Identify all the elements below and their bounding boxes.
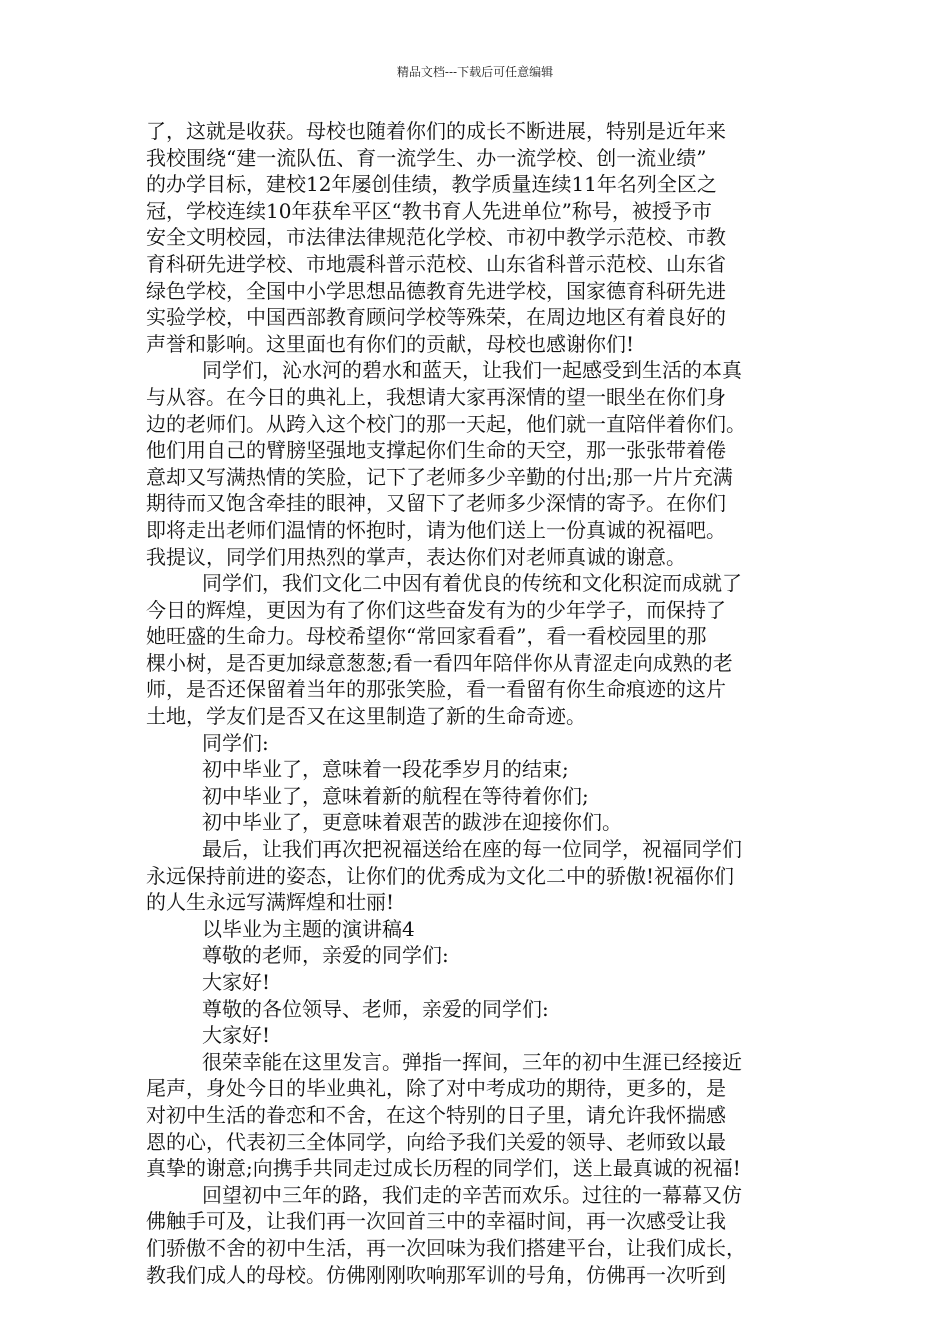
text-line: 大家好!	[202, 970, 271, 994]
text-line: 同学们:	[202, 730, 269, 755]
text-line: 同学们，沁水河的碧水和蓝天，让我们一起感受到生活的本真	[202, 358, 742, 383]
text-line: 他们用自己的臂膀坚强地支撑起你们生命的天空，那一张张带着倦	[146, 438, 726, 463]
text-line: 回望初中三年的路，我们走的辛苦而欢乐。过往的一幕幕又仿	[202, 1182, 742, 1207]
text-line: 教我们成人的母校。仿佛刚刚吹响那军训的号角，仿佛再一次听到	[146, 1262, 726, 1287]
text-line: 们骄傲不舍的初中生活，再一次回味为我们搭建平台，让我们成长，	[146, 1235, 746, 1260]
text-line: 育科研先进学校、市地震科普示范校、山东省科普示范校、山东省	[146, 251, 726, 276]
text-line: 初中毕业了，意味着一段花季岁月的结束;	[202, 757, 569, 782]
text-line: 最后，让我们再次把祝福送给在座的每一位同学，祝福同学们	[202, 837, 742, 862]
document-body	[146, 118, 806, 1288]
text-line: 棵小树，是否更加绿意葱葱;看一看四年陪伴你从青涩走向成熟的老	[146, 650, 733, 675]
text-line: 土地，学友们是否又在这里制造了新的生命奇迹。	[146, 704, 586, 729]
text-line: 很荣幸能在这里发言。弹指一挥间，三年的初中生涯已经接近	[202, 1049, 742, 1074]
text-line: 的办学目标，建校12年屡创佳绩，教学质量连续11年名列全区之	[146, 172, 717, 197]
text-line: 对初中生活的眷恋和不舍，在这个特别的日子里，请允许我怀揣感	[146, 1102, 726, 1127]
text-line: 安全文明校园，市法律法律规范化学校、市初中教学示范校、市教	[146, 225, 726, 250]
page-header: 精品文档---下载后可任意编辑	[396, 65, 554, 79]
text-line: 我校围绕“建一流队伍、育一流学生、办一流学校、创一流业绩”	[146, 145, 707, 170]
text-line: 尾声，身处今日的毕业典礼，除了对中考成功的期待，更多的，是	[146, 1076, 726, 1101]
text-line: 初中毕业了，意味着新的航程在等待着你们;	[202, 783, 589, 808]
text-line: 期待而又饱含牵挂的眼神，又留下了老师多少深情的寄予。在你们	[146, 491, 726, 516]
text-line: 我提议，同学们用热烈的掌声，表达你们对老师真诚的谢意。	[146, 544, 686, 569]
text-line: 她旺盛的生命力。母校希望你“常回家看看”，看一看校园里的那	[146, 624, 707, 649]
text-line: 今日的辉煌，更因为有了你们这些奋发有为的少年学子，而保持了	[146, 597, 726, 622]
text-line: 即将走出老师们温情的怀抱时，请为他们送上一份真诚的祝福吧。	[146, 517, 726, 542]
text-line: 尊敬的老师，亲爱的同学们:	[202, 943, 449, 968]
text-line: 冠，学校连续10年获牟平区“教书育人先进单位”称号，被授予市	[146, 198, 712, 223]
text-line: 实验学校，中国西部教育顾问学校等殊荣，在周边地区有着良好的	[146, 305, 726, 330]
text-line: 大家好!	[202, 1023, 271, 1048]
text-line: 永远保持前进的姿态，让你们的优秀成为文化二中的骄傲!祝福你们	[146, 863, 735, 888]
text-line: 师，是否还保留着当年的那张笑脸，看一看留有你生命痕迹的这片	[146, 677, 726, 702]
text-line: 的人生永远写满辉煌和壮丽!	[146, 890, 395, 915]
text-line: 与从容。在今日的典礼上，我想请大家再深情的望一眼坐在你们身	[146, 384, 726, 409]
text-line: 恩的心，代表初三全体同学，向给予我们关爱的领导、老师致以最	[146, 1129, 726, 1154]
text-line: 绿色学校，全国中小学思想品德教育先进学校，国家德育科研先进	[146, 278, 726, 303]
text-line: 真挚的谢意;向携手共同走过成长历程的同学们，送上最真诚的祝福!	[146, 1156, 741, 1181]
text-line: 意却又写满热情的笑脸，记下了老师多少辛勤的付出;那一片片充满	[146, 464, 733, 489]
text-line: 同学们，我们文化二中因有着优良的传统和文化积淀而成就了	[202, 571, 742, 596]
text-line: 初中毕业了，更意味着艰苦的跋涉在迎接你们。	[202, 810, 622, 835]
text-line: 尊敬的各位领导、老师，亲爱的同学们:	[202, 996, 549, 1021]
text-line: 边的老师们。从跨入这个校门的那一天起，他们就一直陪伴着你们。	[146, 411, 746, 436]
text-line: 佛触手可及，让我们再一次回首三中的幸福时间，再一次感受让我	[146, 1209, 726, 1234]
text-line: 了，这就是收获。母校也随着你们的成长不断进展，特别是近年来	[146, 119, 726, 143]
text-line: 以毕业为主题的演讲稿4	[202, 916, 415, 941]
text-line: 声誉和影响。这里面也有你们的贡献，母校也感谢你们!	[146, 331, 635, 356]
